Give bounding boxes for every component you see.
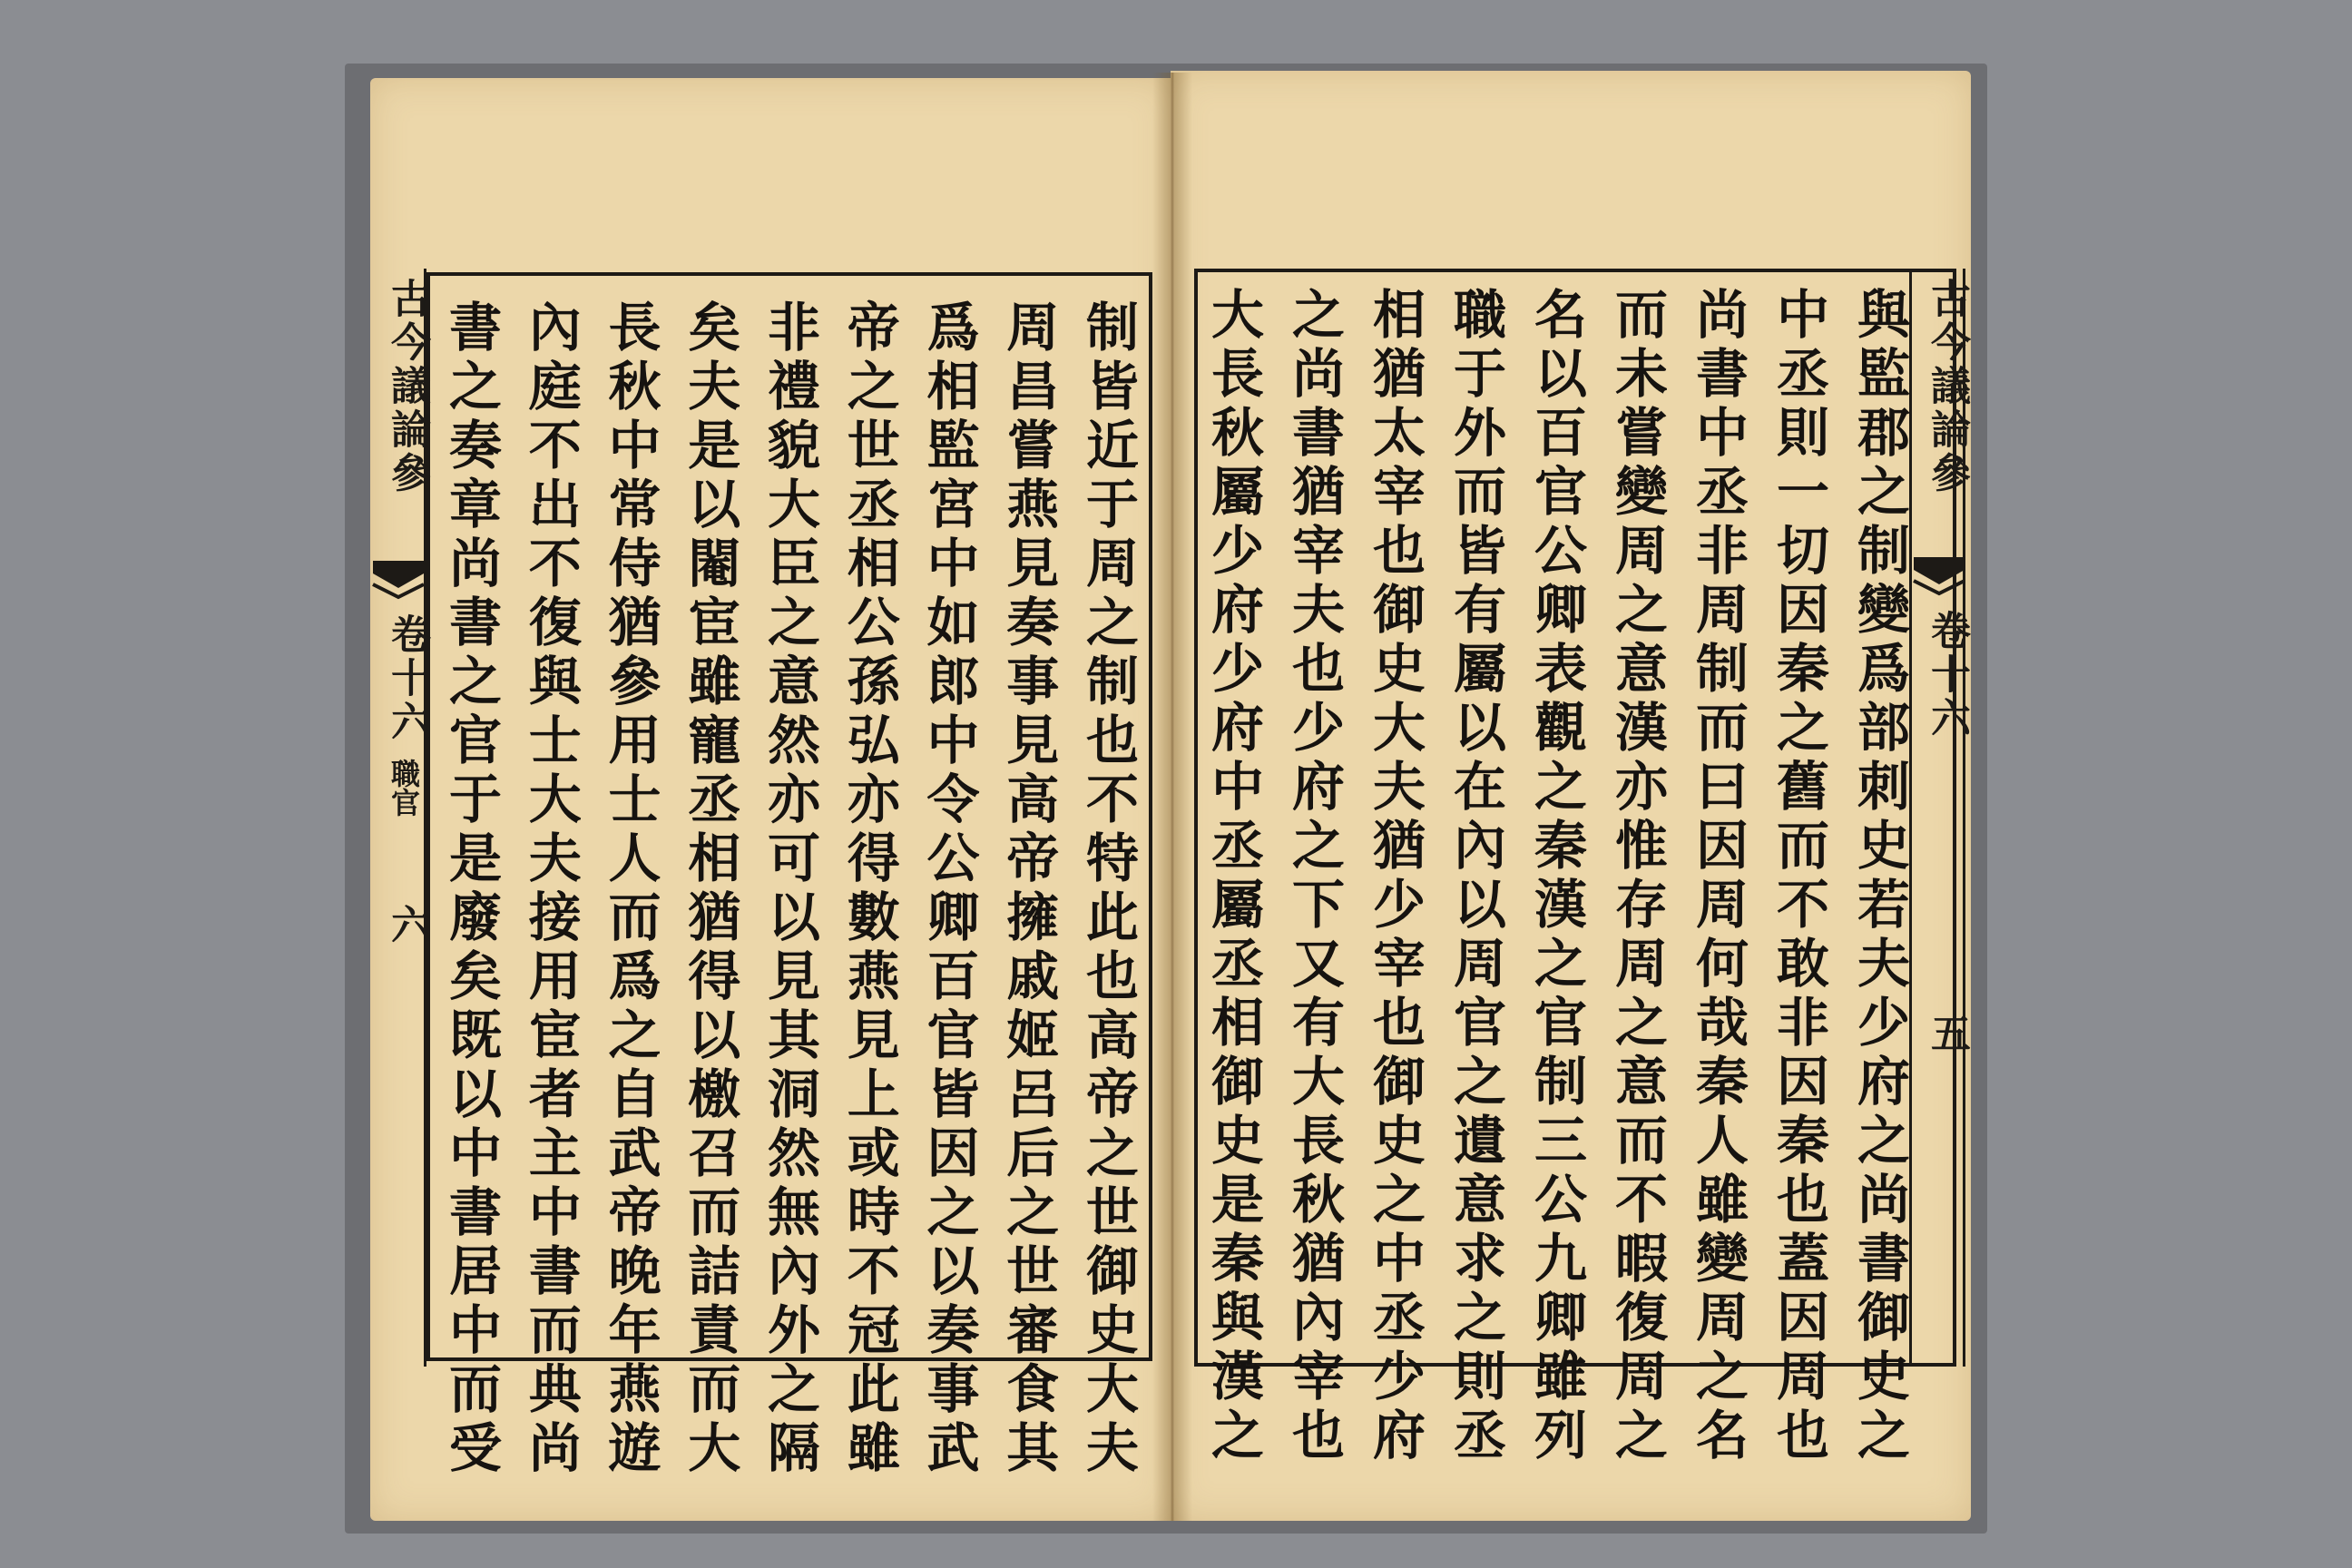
book-gutter — [1152, 73, 1192, 1521]
right-edge-title: 古今議論參 — [1924, 278, 1970, 495]
right-column-3: 尚書中丞非周制而曰因周何哉秦人雖變周之名 — [1687, 287, 1749, 1466]
right-page-edge-column — [1909, 269, 1970, 1367]
left-edge-chapter: 卷十六 — [384, 613, 430, 744]
left-column-3: 爲相監宮中如郎中令公卿百官皆因之以奏事武 — [917, 299, 980, 1479]
left-column-5: 非禮貌大臣之意然亦可以見其洞然無內外之隔 — [759, 299, 820, 1479]
left-column-1: 制皆近于周之制也不特此也高帝之世御史大夫 — [1077, 299, 1139, 1479]
right-text-columns — [1202, 287, 1910, 1466]
right-column-8: 之尚書猶宰夫也少府之下又有大長秋猶內宰也 — [1283, 287, 1345, 1466]
right-column-4: 而未嘗變周之意漢亦惟存周之意而不暇復周之 — [1606, 287, 1668, 1466]
right-column-2: 中丞則一切因秦之舊而不敢非因秦也蓋因周也 — [1768, 287, 1829, 1466]
right-edge-folio: 五 — [1924, 1013, 1970, 1053]
left-column-9: 書之奏章尚書之官于是廢矣既以中書居中而受 — [440, 299, 502, 1479]
fish-tail-mark — [1914, 557, 1965, 593]
left-column-2: 周昌嘗燕見奏事見高帝擁戚姬呂后之世審食其 — [997, 299, 1060, 1479]
right-column-7: 相猶太宰也御史大夫猶少宰也御史之中丞少府 — [1364, 287, 1426, 1466]
left-text-columns — [440, 299, 1139, 1479]
left-edge-section: 職官 — [387, 759, 421, 817]
left-column-8: 內庭不出不復與士大夫接用宦者主中書而典尚 — [519, 299, 582, 1479]
left-column-4: 帝之世丞相公孫弘亦得數燕見上或時不冠此雖 — [838, 299, 900, 1479]
right-edge-chapter: 卷十六 — [1924, 610, 1970, 740]
left-column-7: 長秋中常侍猶參用士人而爲之自武帝晚年燕遊 — [599, 299, 662, 1479]
left-edge-title: 古今議論參 — [384, 278, 430, 495]
right-column-5: 名以百官公卿表觀之秦漢之官制三公九卿雖列 — [1525, 287, 1587, 1466]
right-column-9: 大長秋屬少府少府中丞屬丞相御史是秦與漢之 — [1202, 287, 1264, 1466]
left-column-6: 矣夫是以閹宦雖寵丞相猶得以檄召而詰責而大 — [679, 299, 741, 1479]
fish-tail-mark — [373, 561, 424, 597]
right-column-6: 職于外而皆有屬以在內以周官之遺意求之則丞 — [1445, 287, 1506, 1466]
left-edge-folio: 六 — [384, 904, 430, 944]
left-page-edge-column — [370, 269, 430, 1367]
right-column-1: 與監郡之制變爲部刺史若夫少府之尚書御史之 — [1848, 287, 1910, 1466]
